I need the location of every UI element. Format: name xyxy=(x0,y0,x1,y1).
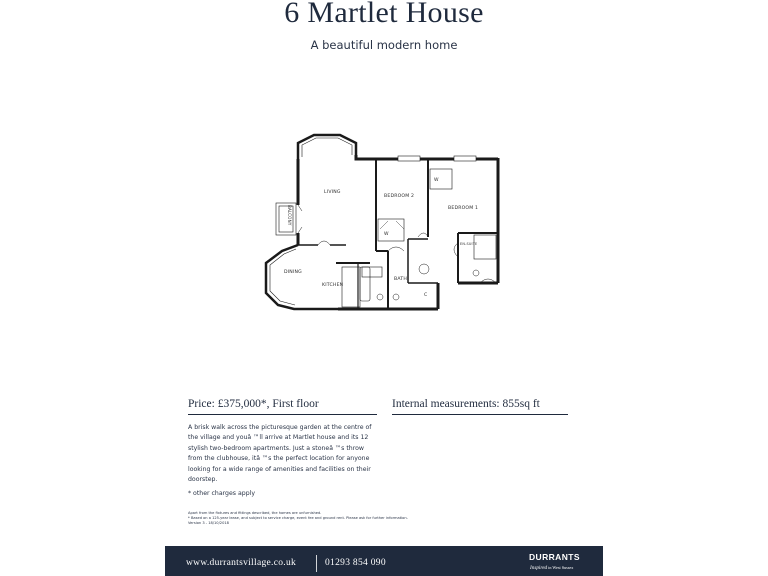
room-label-kitchen: KITCHEN xyxy=(322,283,344,288)
page-subtitle: A beautiful modern home xyxy=(310,38,458,52)
footer-divider xyxy=(316,555,317,572)
small-print-lease: * Based on a 125-year lease, and subject to service charge, event fee and ground rent. Please ask for further information. xyxy=(188,516,408,521)
room-label-wardrobe-1: W xyxy=(434,178,439,183)
room-label-balcony: BALCONY xyxy=(287,205,292,226)
page-title: 6 Martlet House xyxy=(284,0,484,29)
room-label-ensuite: EN-SUITE xyxy=(460,242,478,246)
brand-logo: DURRANTS xyxy=(529,552,580,562)
room-label-living: LIVING xyxy=(324,190,341,195)
charges-note: * other charges apply xyxy=(188,490,256,497)
footer-bar xyxy=(165,546,603,576)
tagline-rest: in West Sussex xyxy=(548,565,574,570)
measurements-heading: Internal measurements: 855sq ft xyxy=(392,398,540,410)
room-label-wardrobe-2: W xyxy=(384,232,389,237)
small-print xyxy=(188,511,438,527)
room-label-bedroom-2: BEDROOM 2 xyxy=(384,194,415,199)
room-label-bath: BATH xyxy=(394,277,407,282)
small-print-furnishing: Apart from the fixtures and fittings described, the homes are unfurnished. xyxy=(188,511,322,515)
brand-tagline xyxy=(530,565,573,571)
website-link[interactable]: www.durrantsvillage.co.uk xyxy=(186,558,297,568)
floor-plan-drawing xyxy=(258,133,506,313)
version-text: Version 3 - 18/10/2018 xyxy=(188,521,229,526)
floor-plan xyxy=(258,133,506,313)
room-label-cupboard: C xyxy=(424,293,428,298)
property-description: A brisk walk across the picturesque garden at the centre of the village and youâ ™ll arrive at Martlet house and its 12 stylish two-bedroom apartments. Just a stoneâ ™s throw from the clubhouse, itâ ™s the perfect location for anyone looking for a wide range of amenities and facilities on their doorstep. xyxy=(188,424,372,484)
price-heading: Price: £375,000*, First floor xyxy=(188,398,319,410)
room-label-dining: DINING xyxy=(284,270,302,275)
measurements-divider xyxy=(392,414,568,415)
phone-number[interactable]: 01293 854 090 xyxy=(325,558,386,568)
room-label-bedroom-1: BEDROOM 1 xyxy=(448,206,479,211)
price-divider xyxy=(188,414,377,415)
tagline-italic: Inspired xyxy=(530,565,548,571)
